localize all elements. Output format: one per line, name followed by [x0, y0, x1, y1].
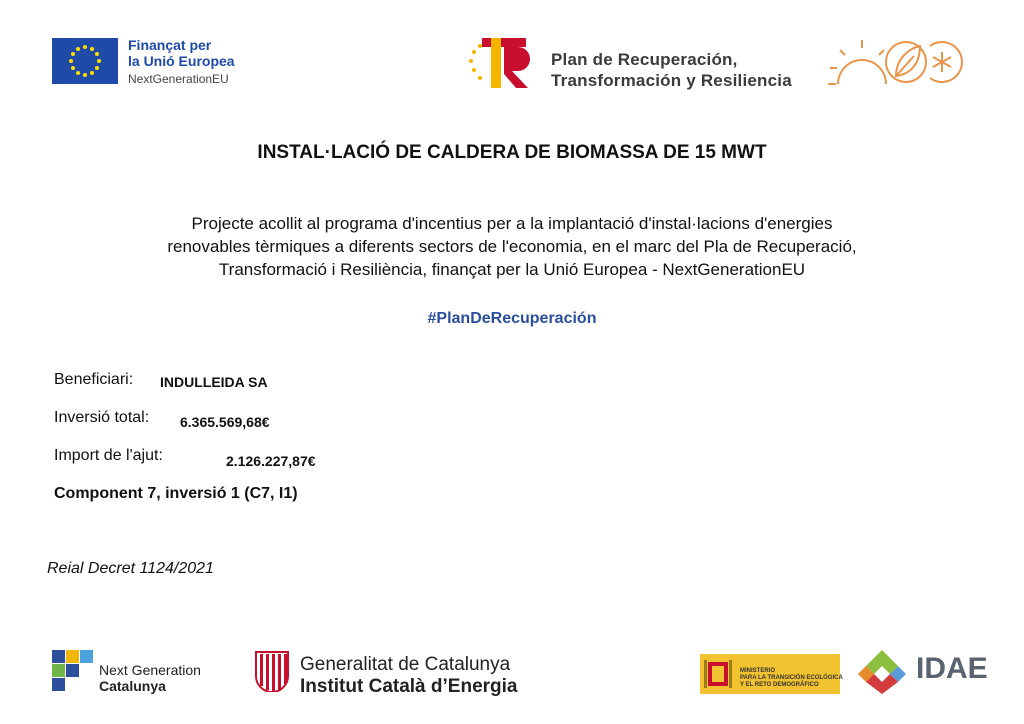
ngc-line2: Catalunya: [99, 678, 166, 694]
eu-stars-icon: [52, 38, 118, 84]
investment-label: Inversió total:: [54, 409, 150, 426]
eu-logo-line1: Finançat per: [128, 37, 212, 53]
spain-coat-of-arms-icon: [700, 654, 736, 694]
idae-logo-icon: [852, 648, 912, 696]
ministerio-line1: MINISTERIO: [740, 668, 776, 674]
page-title: INSTAL·LACIÓ DE CALDERA DE BIOMASSA DE 15 MWT: [257, 142, 767, 163]
idae-text: IDAE: [916, 652, 988, 685]
ministerio-line2: PARA LA TRANSICIÓN ECOLÓGICA: [740, 675, 843, 681]
generalitat-emblem-icon: [254, 650, 290, 692]
ngc-logo-icon: [52, 650, 92, 692]
energy-icons: [826, 34, 966, 90]
generalitat-line1: Generalitat de Catalunya: [300, 654, 511, 675]
sun-icon: [838, 60, 886, 84]
prtr-logo-line1: Plan de Recuperación,: [551, 50, 738, 69]
eu-flag-logo: [52, 38, 118, 84]
eu-logo-line2: la Unió Europea: [128, 53, 235, 69]
ministerio-line3: Y EL RETO DEMOGRÁFICO: [740, 682, 819, 688]
eu-logo-line3: NextGenerationEU: [128, 72, 229, 86]
aid-label: Import de l'ajut:: [54, 447, 163, 464]
hashtag: #PlanDeRecuperación: [427, 310, 597, 327]
description-line-2: renovables tèrmiques a diferents sectors de l'economia, en el marc del Pla de Recuperació,: [167, 237, 857, 256]
description-line-3: Transformació i Resiliència, finançat per la Unió Europea - NextGenerationEU: [218, 260, 806, 279]
snowflake-cycle-icon: [930, 42, 962, 82]
investment-value: 6.365.569,68€: [180, 414, 270, 430]
prtr-logo-line2: Transformación y Resiliencia: [551, 71, 792, 90]
prtr-logo-icon: [466, 34, 538, 90]
beneficiary-label: Beneficiari:: [54, 371, 134, 388]
description-line-1: Projecte acollit al programa d'incentius per a la implantació d'instal·lacions d'energies: [191, 214, 833, 233]
decree-text: Reial Decret 1124/2021: [47, 560, 214, 577]
ngc-line1: Next Generation: [99, 662, 201, 678]
beneficiary-value: INDULLEIDA SA: [160, 374, 268, 390]
aid-value: 2.126.227,87€: [226, 453, 316, 469]
component-text: Component 7, inversió 1 (C7, I1): [54, 485, 298, 502]
generalitat-line2: Institut Català d’Energia: [300, 676, 518, 697]
